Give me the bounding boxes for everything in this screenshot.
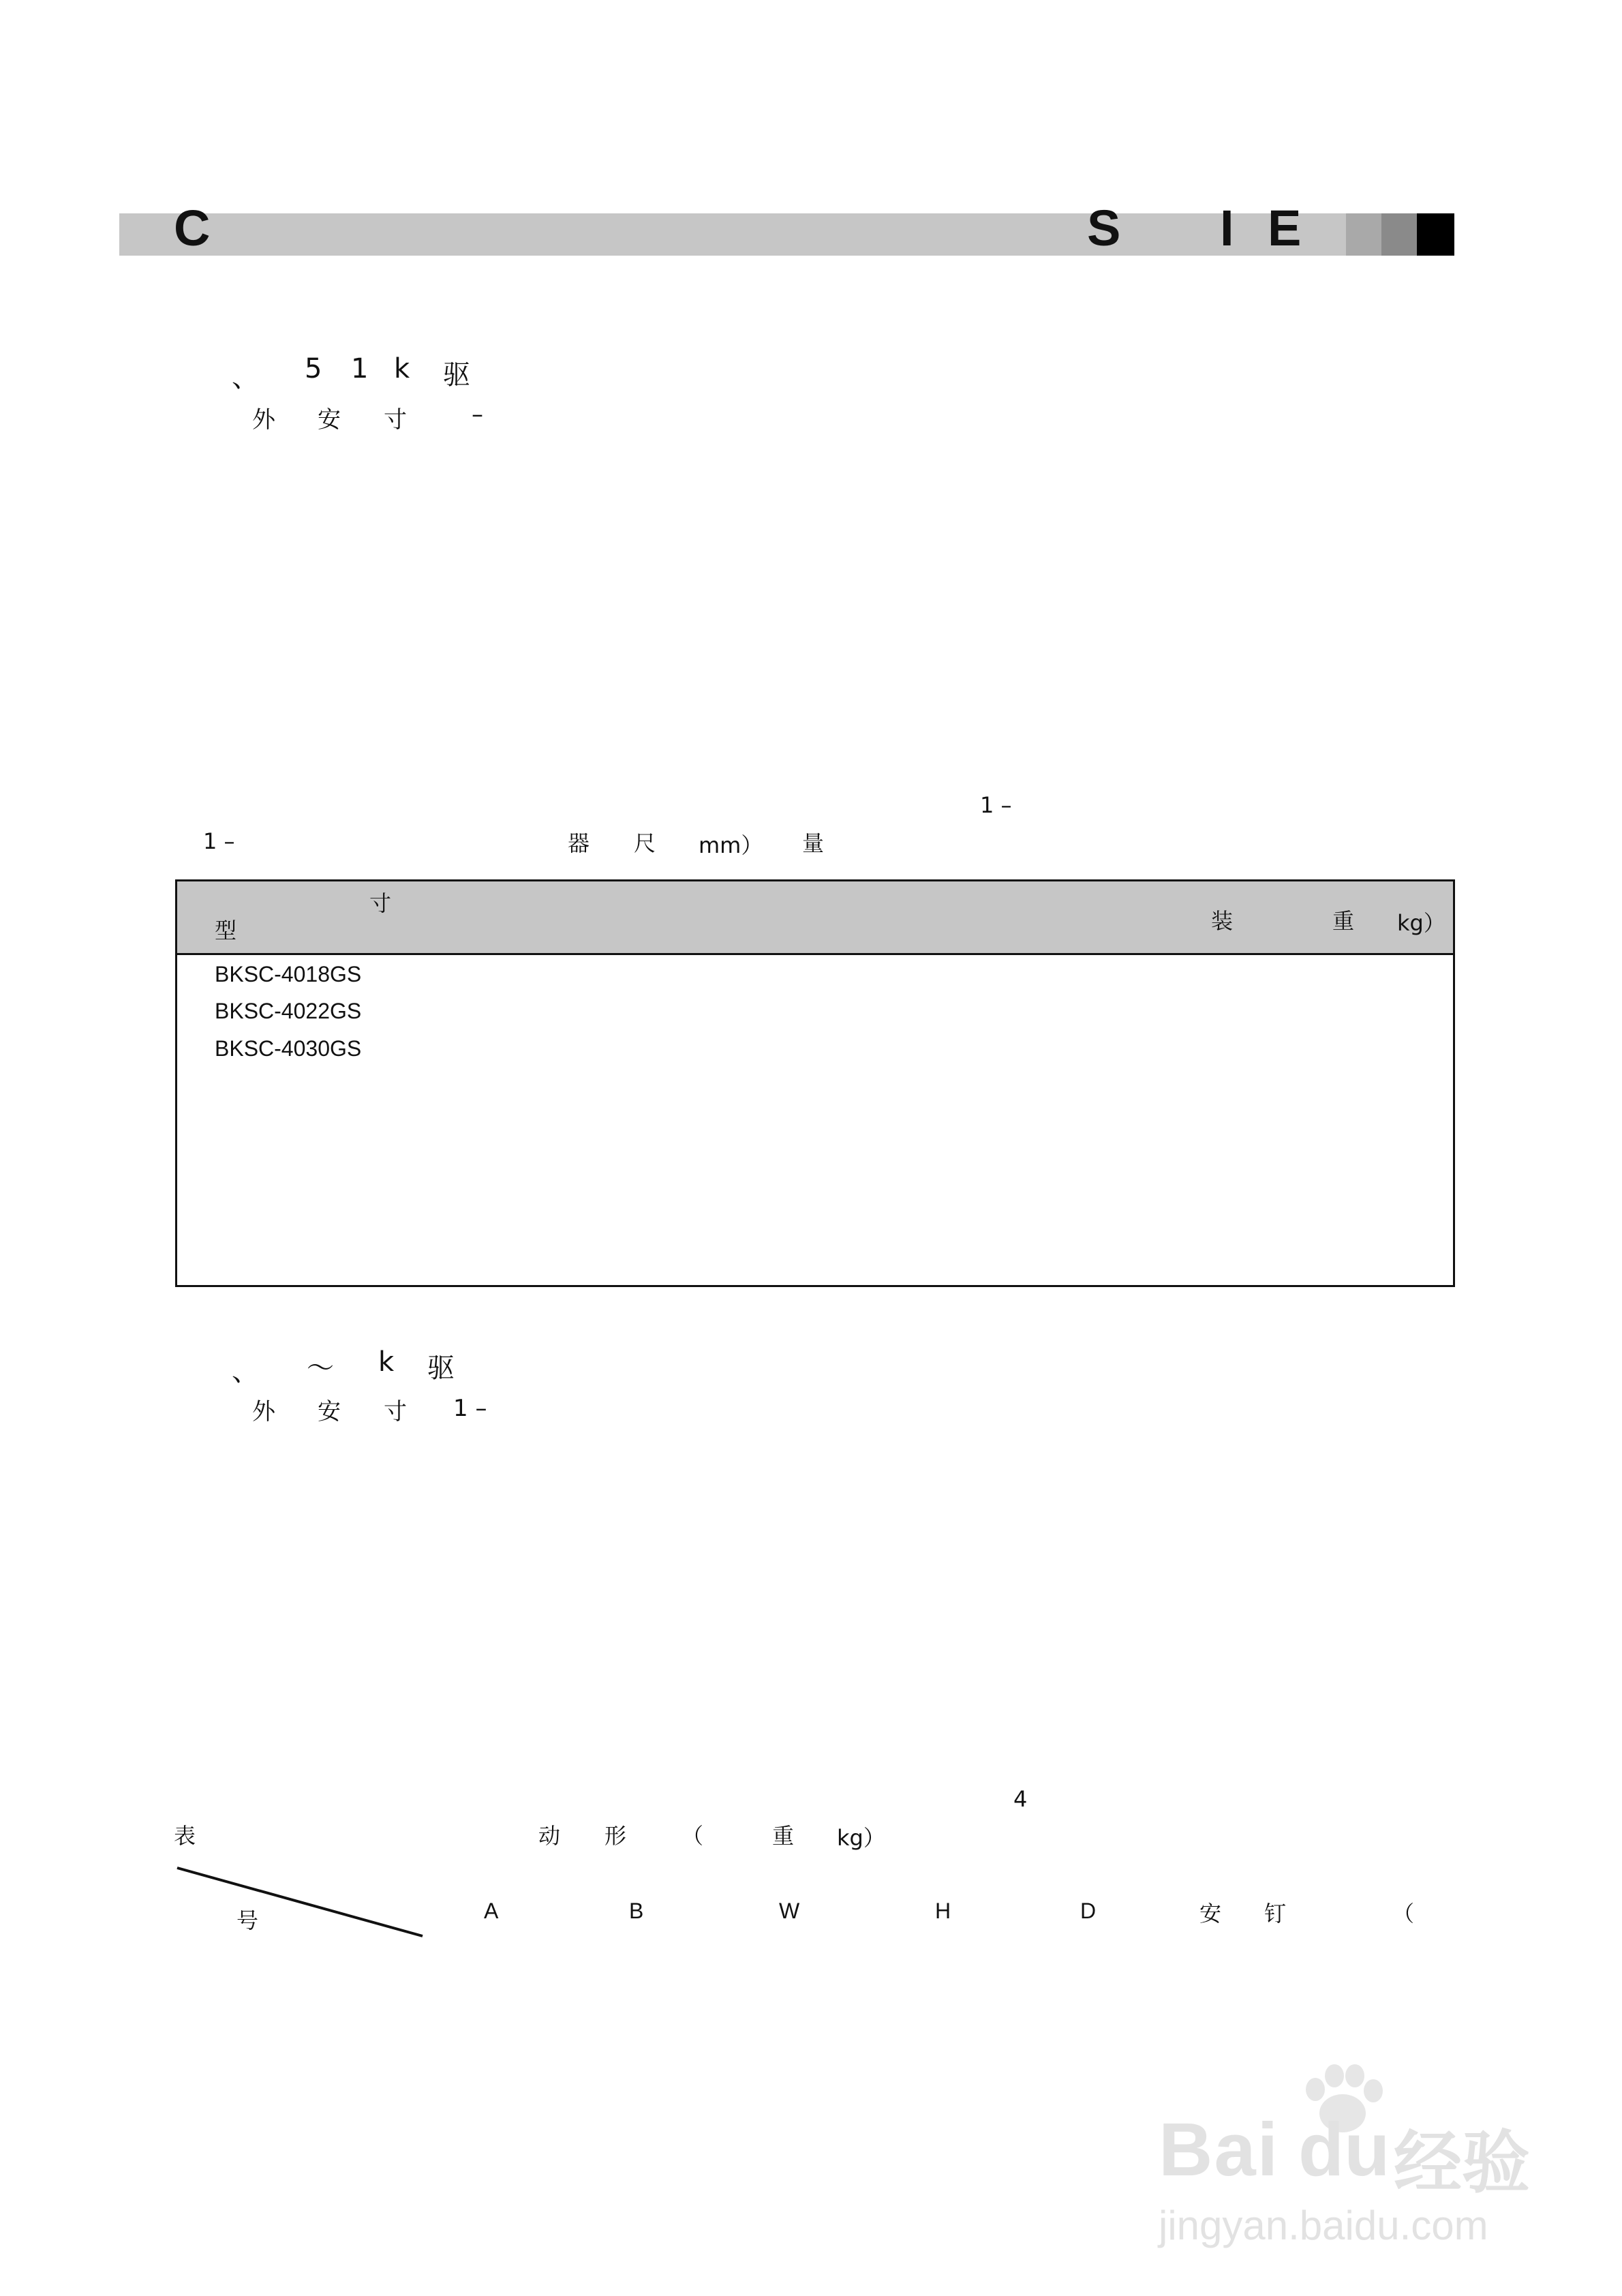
table2-caption-zhong: 重 bbox=[772, 1823, 795, 1849]
header-model-label: 型 bbox=[215, 918, 237, 943]
section2-title-qu: 驱 bbox=[427, 1353, 455, 1384]
header-letter-c: C bbox=[174, 200, 211, 256]
table2-corner-label: 号 bbox=[236, 1907, 259, 1933]
table2-col-ding: 钉 bbox=[1264, 1901, 1287, 1927]
table1-caption-chi: 尺 bbox=[634, 830, 656, 856]
section1-subtitle-cun: 寸 bbox=[384, 406, 407, 434]
section2-title-k: k bbox=[378, 1346, 395, 1378]
section1-subtitle-an: 安 bbox=[318, 406, 341, 434]
table2-col-d: D bbox=[1080, 1899, 1097, 1923]
table1-figure-ref: 1 – bbox=[980, 792, 1012, 818]
table-row-model: BKSC-4018GS bbox=[215, 962, 362, 986]
table2-corner-diagonal bbox=[174, 1864, 426, 1939]
section1-subtitle-wai: 外 bbox=[252, 406, 275, 434]
watermark-cn: 经验 bbox=[1394, 2123, 1530, 2203]
table1-caption-mm: mm） bbox=[699, 832, 763, 858]
table2-figure-ref: 4 bbox=[1013, 1786, 1028, 1812]
section1-title-k: k bbox=[394, 353, 410, 384]
header-band-square-light bbox=[1346, 213, 1381, 256]
section2-subtitle-ref: 1 – bbox=[453, 1395, 487, 1422]
section2-subtitle-an: 安 bbox=[318, 1398, 341, 1425]
table1-caption-qi: 器 bbox=[568, 830, 590, 856]
table-row-model: BKSC-4030GS bbox=[215, 1036, 362, 1061]
table2-col-an: 安 bbox=[1199, 1901, 1222, 1927]
section1-title-1: 1 bbox=[351, 353, 369, 384]
header-letter-s: S bbox=[1087, 200, 1121, 256]
table2-caption-kg: kg） bbox=[837, 1825, 885, 1851]
header-band-square-mid bbox=[1381, 213, 1417, 256]
table2-col-h: H bbox=[935, 1899, 951, 1923]
table2-col-a: A bbox=[484, 1899, 499, 1923]
section1-subtitle-dash: – bbox=[472, 401, 483, 428]
section2-title-tilde: ～ bbox=[307, 1353, 334, 1384]
watermark-brand-du: du bbox=[1298, 2108, 1390, 2192]
dimension-table-header bbox=[177, 881, 1453, 955]
watermark-url: jingyan.baidu.com bbox=[1159, 2203, 1488, 2248]
table2-caption-paren: （ bbox=[682, 1823, 704, 1849]
header-letter-i: I bbox=[1220, 200, 1234, 256]
header-band bbox=[119, 213, 1346, 256]
table2-col-w: W bbox=[779, 1899, 800, 1923]
header-dimension-label: 寸 bbox=[369, 890, 392, 916]
table2-caption-xing: 形 bbox=[605, 1823, 627, 1849]
table-row-model: BKSC-4022GS bbox=[215, 999, 362, 1023]
section1-title-mark: 、 bbox=[232, 362, 259, 393]
table1-caption-prefix: 1 – bbox=[203, 828, 235, 854]
table1-caption-liang: 量 bbox=[802, 830, 825, 856]
header-install-label: 装 bbox=[1211, 908, 1234, 934]
header-weight-label: 重 bbox=[1332, 908, 1355, 934]
section1-title-5: 5 bbox=[305, 353, 322, 384]
header-band-square-dark bbox=[1417, 213, 1454, 256]
header-unit-label: kg） bbox=[1397, 910, 1445, 936]
section2-subtitle-cun: 寸 bbox=[384, 1398, 407, 1425]
table2-caption-prefix: 表 bbox=[174, 1823, 196, 1849]
dimension-table bbox=[175, 879, 1455, 1287]
section2-subtitle-wai: 外 bbox=[252, 1398, 275, 1425]
section2-title-mark: 、 bbox=[232, 1356, 259, 1387]
header-letter-e: E bbox=[1268, 200, 1302, 256]
watermark-brand: Bai bbox=[1159, 2108, 1280, 2192]
table2-caption-dong: 动 bbox=[538, 1823, 561, 1849]
table2-col-b: B bbox=[629, 1899, 644, 1923]
section1-title-qu: 驱 bbox=[443, 359, 470, 391]
table2-col-paren: （ bbox=[1392, 1901, 1415, 1927]
